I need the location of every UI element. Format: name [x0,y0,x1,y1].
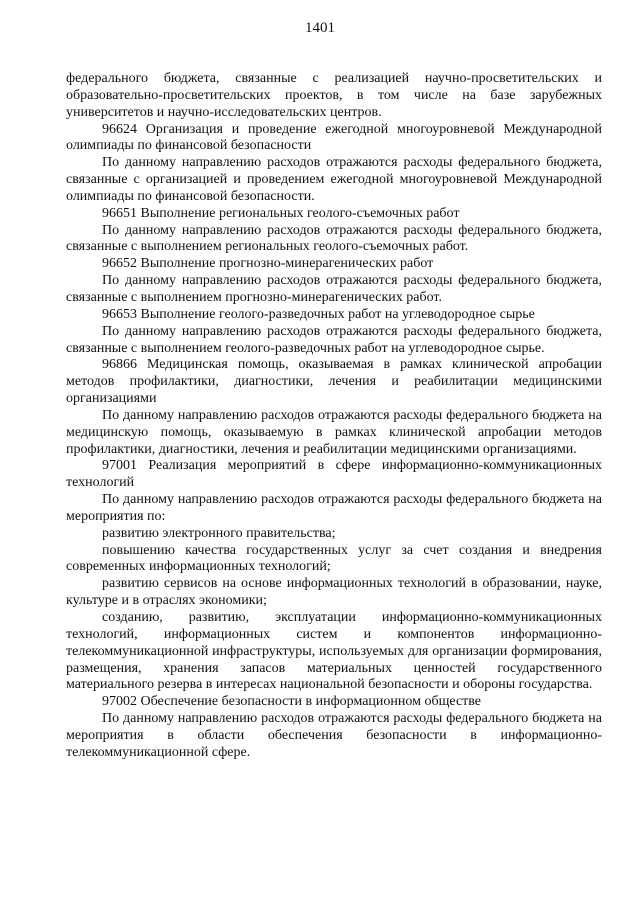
heading-96652: 96652 Выполнение прогнозно-минерагенических работ [102,256,434,272]
paragraph-96653: По данному направлению расходов отражаются расходы федерального бюджета, связанные с выполнением геолого-разведочных работ на углеводородное сырье. [66,323,602,356]
paragraph-97002: По данному направлению расходов отражаются расходы федерального бюджета на мероприятия в области обеспечения безопасности в информационно-телекоммуникационной сфере. [66,711,602,760]
paragraph-96866: По данному направлению расходов отражаются расходы федерального бюджета на медицинскую помощь, оказываемую в рамках клинической апробации методов профилактики, диагностики, лечения и реабилитации медицинскими организациями. [66,407,602,457]
paragraph-continuation: федерального бюджета, связанные с реализацией научно-просветительских и образовательно-просветительских проектов, в том числе на базе зарубежных университетов и научно-исследовательских центров. [66,71,602,120]
list-item-e-government: развитию электронного правительства; [102,525,336,541]
list-item-public-services: повышению качества государственных услуг за счет создания и внедрения современных информационных технологий; [66,542,602,575]
heading-97001: 97001 Реализация мероприятий в сфере информационно-коммуникационных технологий [66,458,602,491]
list-item-ict-infrastructure: созданию, развитию, эксплуатации информационно-коммуникационных технологий, информационных систем и компонентов информационно-телекоммуникационной инфраструктуры, используемых для организации формирования, размещения, хранения запасов материальных ценностей государственного материального резерва в интересах национальной безопасности и обороны государства. [66,610,602,693]
paragraph-96624: По данному направлению расходов отражаются расходы федерального бюджета, связанные с организацией и проведением ежегодной многоуровневой Международной олимпиады по финансовой безопасности. [66,155,602,204]
heading-96866: 96866 Медицинская помощь, оказываемая в рамках клинической апробации методов профилактики, диагностики, лечения и реабилитации медицинскими организациями [66,357,602,407]
paragraph-96651: По данному направлению расходов отражаются расходы федерального бюджета, связанные с выполнением региональных геолого-съемочных работ. [66,222,602,255]
heading-96653: 96653 Выполнение геолого-разведочных работ на углеводородное сырье [102,306,535,322]
heading-96624: 96624 Организация и проведение ежегодной многоуровневой Международной олимпиады по финансовой безопасности [66,121,602,154]
paragraph-96652: По данному направлению расходов отражаются расходы федерального бюджета, связанные с выполнением прогнозно-минерагенических работ. [66,273,602,305]
document-body [66,71,602,762]
paragraph-97001: По данному направлению расходов отражаются расходы федерального бюджета на мероприятия по: [66,492,602,524]
heading-96651: 96651 Выполнение региональных геолого-съемочных работ [102,205,460,221]
heading-97002: 97002 Обеспечение безопасности в информационном обществе [102,694,482,710]
list-item-it-services: развитию сервисов на основе информационных технологий в образовании, науке, культуре и в отраслях экономики; [66,576,602,609]
page-number: 1401 [305,20,335,36]
